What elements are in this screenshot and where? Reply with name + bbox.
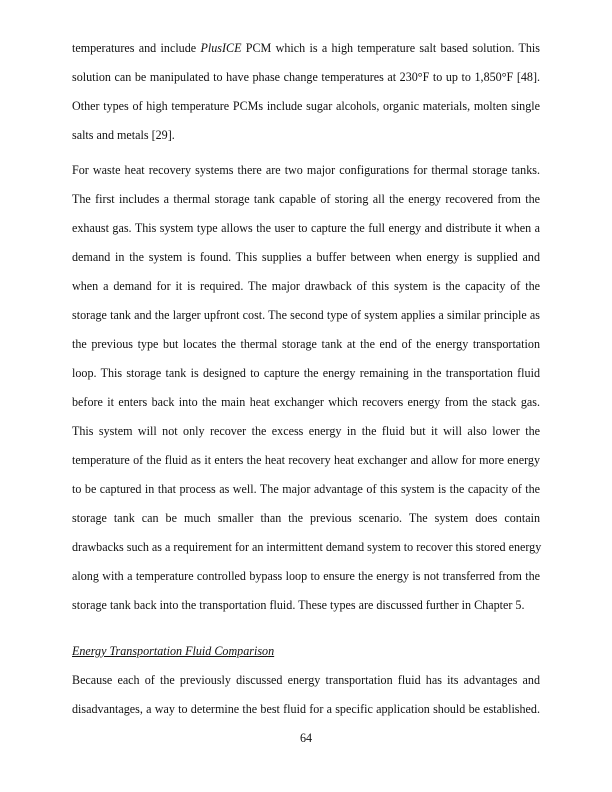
section-heading: Energy Transportation Fluid Comparison bbox=[72, 644, 275, 658]
body-text-line: storage tank can be much smaller than the previous scenario. The system does contain bbox=[72, 511, 540, 525]
body-text-line bbox=[72, 41, 540, 55]
body-text-line: drawbacks such as a requirement for an intermittent demand system to recover this stored energy bbox=[72, 540, 542, 554]
body-text-line: temperature of the fluid as it enters the heat recovery heat exchanger and allow for more energy bbox=[72, 453, 540, 467]
body-text-line: salts and metals [29]. bbox=[72, 128, 175, 142]
page-number: 64 bbox=[299, 731, 313, 745]
body-text-line: storage tank and the larger upfront cost. The second type of system applies a similar principle as bbox=[72, 308, 540, 322]
body-text-line: solution can be manipulated to have phase change temperatures at 230°F to up to 1,850°F [48]. bbox=[72, 70, 540, 84]
body-text-line: exhaust gas. This system type allows the user to capture the full energy and distribute it when a bbox=[72, 221, 540, 235]
body-text-line: For waste heat recovery systems there are two major configurations for thermal storage tanks. bbox=[72, 163, 540, 177]
body-text-line: the previous type but locates the thermal storage tank at the end of the energy transportation bbox=[72, 337, 540, 351]
body-text-line: This system will not only recover the excess energy in the fluid but it will also lower the bbox=[72, 424, 540, 438]
body-text-line: demand in the system is found. This supplies a buffer between when energy is supplied and bbox=[72, 250, 540, 264]
body-text-line: along with a temperature controlled bypass loop to ensure the energy is not transferred from the bbox=[72, 569, 540, 583]
body-text-line: Because each of the previously discussed energy transportation fluid has its advantages and bbox=[72, 673, 540, 687]
product-name: PlusICE bbox=[200, 41, 242, 55]
body-text-line: to be captured in that process as well. The major advantage of this system is the capacity of the bbox=[72, 482, 540, 496]
text-span: PCM which is a high temperature salt based solution. This bbox=[241, 41, 540, 55]
body-text-line: The first includes a thermal storage tank capable of storing all the energy recovered from the bbox=[72, 192, 540, 206]
body-text-line: storage tank back into the transportation fluid. These types are discussed further in Chapter 5. bbox=[72, 598, 525, 612]
body-text-line: when a demand for it is required. The major drawback of this system is the capacity of the bbox=[72, 279, 540, 293]
text-span: temperatures and include bbox=[72, 41, 201, 55]
body-text-line: Other types of high temperature PCMs include sugar alcohols, organic materials, molten single bbox=[72, 99, 540, 113]
body-text-line: disadvantages, a way to determine the best fluid for a specific application should be established. bbox=[72, 702, 540, 716]
body-text-line: before it enters back into the main heat exchanger which recovers energy from the stack gas. bbox=[72, 395, 540, 409]
body-text-line: loop. This storage tank is designed to capture the energy remaining in the transportation fluid bbox=[72, 366, 540, 380]
